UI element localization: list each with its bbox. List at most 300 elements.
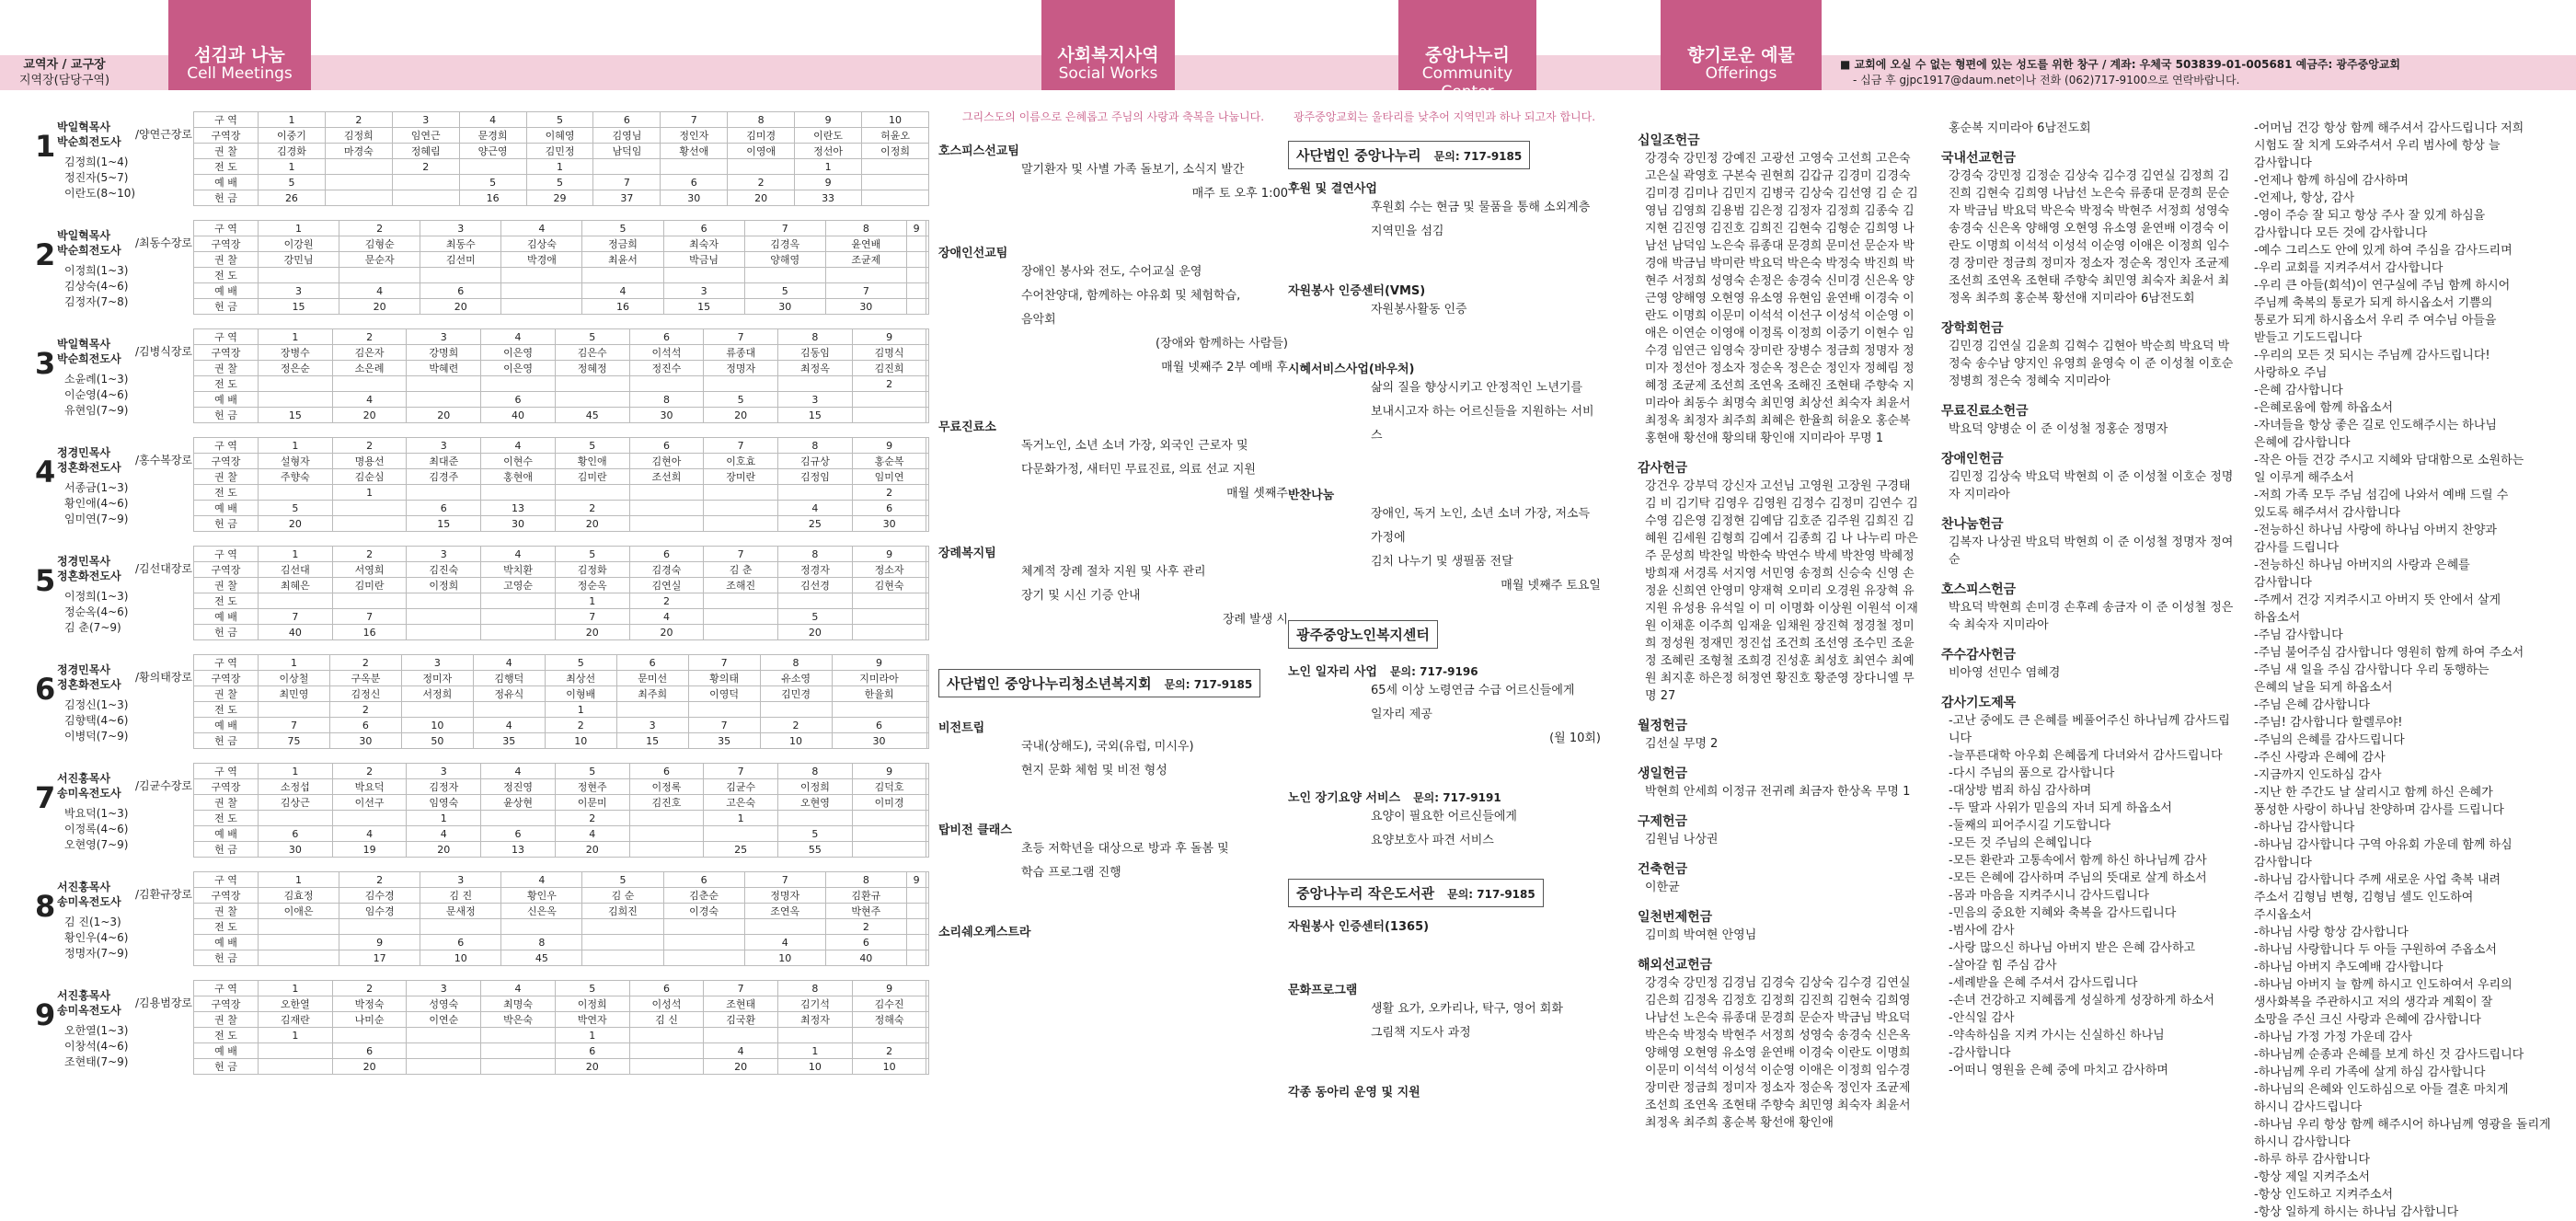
cell-value: 소은례	[332, 361, 407, 376]
cell-value: 10	[420, 950, 501, 966]
row-label: 전 도	[194, 593, 259, 609]
row-label: 전 도	[194, 159, 259, 175]
cell-table-row	[194, 190, 929, 206]
row-label: 구 역	[194, 547, 259, 562]
cell-value	[629, 826, 704, 842]
cell-table-row	[194, 609, 929, 625]
cell-value: 임연근	[392, 128, 459, 144]
cell-value: 20	[339, 299, 420, 315]
cell-value: 박현주	[825, 904, 906, 919]
cell-value	[325, 175, 392, 190]
cell-value	[407, 625, 481, 640]
cell-value: 5	[526, 112, 593, 128]
cell-table-row	[194, 501, 929, 516]
cell-value: 16	[582, 299, 663, 315]
cell-value: 김정희	[325, 128, 392, 144]
cell-value	[407, 376, 481, 392]
row-label: 권 찰	[194, 469, 259, 485]
cell-value: 7	[688, 718, 760, 733]
cell-value: 주향숙	[259, 469, 333, 485]
cell-value: 김경화	[259, 144, 326, 159]
cell-value: 6	[629, 547, 704, 562]
cell-value: 16	[459, 190, 526, 206]
cell-value: 3	[407, 438, 481, 454]
cell-value: 1	[555, 593, 629, 609]
cell-value: 서정희	[401, 686, 473, 702]
cell-value: 최대준	[407, 454, 481, 469]
cell-value	[832, 702, 926, 718]
cell-group	[0, 760, 973, 867]
cell-value: 6	[481, 392, 556, 408]
group-number: 1	[35, 129, 56, 164]
cell-value	[906, 283, 926, 299]
service-line: 국내(상해도), 국외(유럽, 미시우)	[1021, 740, 1194, 754]
cell-value: 최명숙	[481, 996, 556, 1012]
cell-value	[629, 1059, 704, 1075]
cell-value	[926, 1028, 929, 1043]
service-title	[1288, 1082, 1601, 1100]
cell-value	[862, 190, 929, 206]
row-label: 전 도	[194, 485, 259, 501]
cell-value	[407, 1028, 481, 1043]
cell-value: 15	[407, 516, 481, 532]
cell-value	[481, 485, 556, 501]
service-block	[1288, 662, 1601, 751]
cell-value: 20	[704, 1059, 778, 1075]
group-number: 7	[35, 780, 56, 815]
cell-value	[852, 392, 926, 408]
group-elder: /김선대장로	[135, 562, 193, 575]
cell-value: 8	[760, 655, 832, 671]
cell-value: 8	[778, 981, 853, 996]
cell-value: 이정록	[629, 779, 704, 795]
row-label: 예 배	[194, 609, 259, 625]
service-line: 장례 발생 시	[1222, 613, 1288, 627]
cell-value	[259, 919, 339, 935]
cell-value: 김현아	[629, 454, 704, 469]
group-area-leaders: 박요덕(1~3) 이정록(4~6) 오현영(7~9)	[64, 807, 129, 851]
cell-value: 이강원	[259, 236, 339, 252]
cell-value: 13	[481, 842, 556, 858]
service-title-text: 노인 일자리 사업	[1288, 665, 1377, 679]
cell-value: 6	[629, 764, 704, 779]
cell-value: 4	[481, 764, 556, 779]
cell-value: 1	[259, 764, 333, 779]
cell-value: 9	[852, 547, 926, 562]
cell-value: 35	[473, 733, 545, 749]
cell-value: 2	[852, 485, 926, 501]
cell-value: 8	[778, 329, 853, 345]
service-line: 65세 이상 노령연금 수급 어르신들에게	[1371, 684, 1575, 697]
group-pastor-names: 정경민목사 정혼화전도사	[57, 555, 121, 582]
service-block	[938, 669, 1288, 697]
cell-value: 김민정	[526, 144, 593, 159]
cell-value	[906, 236, 926, 252]
cell-value: 김행덕	[473, 671, 545, 686]
cell-table-row	[194, 516, 929, 532]
social-works	[938, 109, 1288, 939]
cell-value: 정소자	[852, 562, 926, 578]
cell-value	[704, 826, 778, 842]
cell-table-row	[194, 872, 929, 888]
cell-value: 30	[744, 299, 825, 315]
cell-value: 5	[555, 438, 629, 454]
cell-value: 4	[339, 283, 420, 299]
service-block	[1288, 1082, 1601, 1100]
cell-value: 김정화	[555, 562, 629, 578]
service-block	[938, 417, 1288, 506]
cell-table-row	[194, 578, 929, 593]
cell-value: 15	[616, 733, 688, 749]
group-pastor-names: 서진홍목사 송미옥전도사	[57, 989, 121, 1017]
cell-value	[926, 454, 929, 469]
service-line: 매월 셋째주	[1226, 487, 1288, 501]
cell-value	[325, 190, 392, 206]
cell-value	[663, 268, 744, 283]
cell-value: 3	[420, 221, 501, 236]
cell-value: 1	[778, 1043, 853, 1059]
cell-value	[825, 268, 906, 283]
cell-value: 30	[259, 842, 333, 858]
group-area-leaders: 김 진(1~3) 황인우(4~6) 정명자(7~9)	[64, 916, 129, 960]
cell-value: 7	[259, 609, 333, 625]
cell-value: 1	[259, 655, 330, 671]
cell-value	[629, 516, 704, 532]
header-note-line2: - 십금 후 gjpc1917@daum.net이나 전화 (062)717-9100으로 연락바랍니다.	[1853, 74, 2240, 86]
cell-value	[926, 516, 929, 532]
group-pastor-names: 서진홍목사 송미옥전도사	[57, 772, 121, 800]
cell-value: 5	[704, 392, 778, 408]
cell-value: 이형배	[545, 686, 616, 702]
cell-value: 7	[704, 764, 778, 779]
offering-names: 김민정 김상숙 박요덕 박현희 이 준 이성철 이호순 정명자 지미라아	[1949, 470, 2234, 501]
offering-names: 김복자 나상권 박요덕 박현희 이 준 이성철 정명자 정여순	[1949, 536, 2234, 567]
cell-value: 김 춘	[704, 562, 778, 578]
row-label: 전 도	[194, 702, 259, 718]
cell-value: 5	[582, 221, 663, 236]
cell-value: 1	[259, 981, 333, 996]
cell-value: 박금님	[663, 252, 744, 268]
cell-value: 35	[688, 733, 760, 749]
cell-value	[259, 811, 333, 826]
service-title	[1288, 879, 1544, 907]
service-block	[1288, 879, 1601, 907]
cell-value: 김연실	[629, 578, 704, 593]
cell-value: 20	[420, 299, 501, 315]
cell-value: 오현영	[778, 795, 853, 811]
cell-value	[259, 1059, 333, 1075]
cell-value	[325, 159, 392, 175]
tab-community-center-en: Community Center	[1421, 64, 1513, 101]
row-label: 권 찰	[194, 578, 259, 593]
tab-cell-meetings	[168, 0, 311, 90]
cell-value: 이연순	[407, 1012, 481, 1028]
cell-value: 3	[401, 655, 473, 671]
cell-value: 지미라아	[832, 671, 926, 686]
cell-value: 1	[526, 159, 593, 175]
group-pastor	[57, 771, 195, 801]
cell-value	[332, 811, 407, 826]
cell-value	[926, 1043, 929, 1059]
cell-table-row	[194, 144, 929, 159]
service-title-text: 사단법인 중앙나누리청소년복지회	[947, 675, 1152, 692]
group-number: 9	[35, 997, 56, 1032]
cell-table-row	[194, 904, 929, 919]
cell-value: 30	[629, 408, 704, 423]
cell-value: 1	[704, 811, 778, 826]
cell-value: 김춘순	[663, 888, 744, 904]
cell-value: 김은수	[555, 345, 629, 361]
cell-table	[193, 980, 929, 1075]
cell-value	[852, 408, 926, 423]
service-title-text: 문화프로그램	[1288, 984, 1358, 997]
cell-value	[926, 376, 929, 392]
cell-value	[926, 764, 929, 779]
cell-value: 9	[852, 329, 926, 345]
service-title	[938, 141, 1288, 158]
service-block	[938, 718, 1288, 783]
cell-value	[852, 593, 926, 609]
cell-value	[852, 811, 926, 826]
cell-value: 7	[704, 329, 778, 345]
row-label: 구 역	[194, 655, 259, 671]
cell-value: 김국환	[704, 1012, 778, 1028]
cell-value: 최주희	[616, 686, 688, 702]
cell-value	[688, 702, 760, 718]
offering-names: 박요덕 박현희 손미경 손후례 송금자 이 준 이성철 정은숙 최숙자 지미라아	[1949, 601, 2234, 632]
cell-value	[332, 376, 407, 392]
cell-value: 조균제	[825, 252, 906, 268]
cell-value: 김상근	[259, 795, 333, 811]
cell-value: 김미란	[555, 469, 629, 485]
service-title-text: 시혜서비스사업(바우처)	[1288, 363, 1415, 376]
group-number: 4	[35, 455, 56, 490]
cell-value	[926, 547, 929, 562]
cell-value	[906, 904, 926, 919]
service-title-text: 자원봉사 인증센터(VMS)	[1288, 284, 1426, 298]
cell-value: 4	[481, 438, 556, 454]
cell-value: 20	[555, 625, 629, 640]
cell-value: 5	[526, 175, 593, 190]
service-line: 수어찬양대, 함께하는 야유회 및 체험학습,	[1021, 289, 1241, 303]
cell-table-row	[194, 345, 929, 361]
cell-value: 김균수	[704, 779, 778, 795]
row-label: 헌 금	[194, 733, 259, 749]
cell-value: 20	[555, 1059, 629, 1075]
cell-value: 6	[832, 718, 926, 733]
row-label: 구역장	[194, 345, 259, 361]
group-pastor-names: 정경민목사 정혼화전도사	[57, 446, 121, 474]
cell-group	[0, 543, 973, 650]
cell-value: 2	[332, 764, 407, 779]
cell-table-row	[194, 718, 929, 733]
row-label: 예 배	[194, 175, 259, 190]
cell-value	[926, 919, 929, 935]
cell-value: 이정희	[407, 578, 481, 593]
service-block	[1288, 980, 1601, 1045]
cell-value: 7	[744, 221, 825, 236]
cell-value	[259, 376, 333, 392]
group-number: 2	[35, 237, 56, 272]
cell-value: 김경주	[407, 469, 481, 485]
cell-value: 30	[661, 190, 728, 206]
cell-value: 25	[778, 516, 853, 532]
cell-table-row	[194, 283, 929, 299]
cell-value: 5	[259, 175, 326, 190]
cell-value: 6	[663, 221, 744, 236]
group-pastor-names: 서진홍목사 송미옥전도사	[57, 881, 121, 908]
cell-value	[481, 625, 556, 640]
row-label: 헌 금	[194, 408, 259, 423]
cell-value: 4	[481, 547, 556, 562]
service-line: 일자리 제공	[1371, 708, 1432, 721]
service-line: 현지 문화 체험 및 비전 형성	[1021, 764, 1167, 778]
cell-value: 김미란	[332, 578, 407, 593]
cell-value: 김미경	[728, 128, 795, 144]
cell-table	[193, 437, 929, 532]
offering-title: 무료진료소헌금	[1941, 404, 2029, 419]
cell-value: 2	[760, 718, 832, 733]
cell-value: 1	[259, 1028, 333, 1043]
cell-table-row	[194, 842, 929, 858]
cell-table-row	[194, 547, 929, 562]
cell-value: 6	[629, 981, 704, 996]
cell-value: 20	[555, 516, 629, 532]
row-label: 예 배	[194, 1043, 259, 1059]
cell-value: 9	[906, 221, 926, 236]
service-block	[938, 922, 1288, 939]
cell-value	[420, 268, 501, 283]
cell-value	[926, 826, 929, 842]
cell-value	[332, 501, 407, 516]
tab-social-works-en: Social Works	[1058, 64, 1158, 83]
group-area-leaders: 김정신(1~3) 김향택(4~6) 이병덕(7~9)	[64, 698, 129, 743]
cell-value	[407, 485, 481, 501]
cell-group	[0, 977, 973, 1084]
cell-value: 이석석	[629, 345, 704, 361]
service-title	[938, 543, 1288, 560]
cell-value	[926, 625, 929, 640]
cell-value	[926, 702, 928, 718]
cell-value	[259, 702, 330, 718]
cell-value: 20	[728, 190, 795, 206]
offering-title: 국내선교헌금	[1941, 151, 2017, 166]
cell-value	[704, 485, 778, 501]
cell-value: 소정섭	[259, 779, 333, 795]
cell-value	[555, 485, 629, 501]
cell-table-row	[194, 655, 929, 671]
cell-value: 1	[545, 702, 616, 718]
cell-value	[926, 655, 928, 671]
cell-value	[704, 501, 778, 516]
cell-table-row	[194, 112, 929, 128]
row-label: 전 도	[194, 919, 259, 935]
group-elder: /김균수장로	[135, 779, 193, 792]
service-title	[938, 243, 1288, 260]
cell-value: 1	[332, 485, 407, 501]
cell-value	[926, 438, 929, 454]
cell-value: 29	[526, 190, 593, 206]
cell-value	[926, 501, 929, 516]
cell-value: 9	[795, 112, 862, 128]
row-label: 헌 금	[194, 1059, 259, 1075]
cell-value: 김 순	[582, 888, 663, 904]
cell-value: 2	[332, 438, 407, 454]
service-title	[1288, 916, 1601, 934]
cell-value: 김정신	[329, 686, 401, 702]
cell-value: 박정숙	[332, 996, 407, 1012]
cell-value: 7	[704, 981, 778, 996]
cell-value: 8	[825, 872, 906, 888]
cell-value	[926, 392, 929, 408]
cell-value: 정현주	[555, 779, 629, 795]
service-line: 음악회	[1021, 313, 1056, 327]
row-label: 전 도	[194, 268, 259, 283]
cell-table-row	[194, 485, 929, 501]
cell-value: 김 신	[629, 1012, 704, 1028]
row-label: 전 도	[194, 1028, 259, 1043]
cell-value	[906, 950, 926, 966]
cell-value	[906, 268, 926, 283]
cell-value: 7	[744, 872, 825, 888]
cell-table-row	[194, 779, 929, 795]
cell-value: 홍순복	[852, 454, 926, 469]
service-title	[1288, 980, 1601, 997]
service-phone: 문의: 717-9185	[1164, 678, 1253, 691]
cell-value: 나미순	[332, 1012, 407, 1028]
cell-value: 1	[259, 221, 339, 236]
cell-value	[481, 1028, 556, 1043]
service-block	[1288, 788, 1601, 853]
cell-value: 75	[259, 733, 330, 749]
cell-table-row	[194, 438, 929, 454]
cell-value	[407, 593, 481, 609]
cell-value: 6	[555, 1043, 629, 1059]
cell-value: 19	[332, 842, 407, 858]
cell-value	[926, 609, 929, 625]
cell-table-row	[194, 175, 929, 190]
cell-value: 20	[259, 516, 333, 532]
offerings-col1	[1638, 120, 1923, 1132]
group-pastor-names: 박일혁목사 박순희전도사	[57, 229, 121, 257]
service-title-text: 광주중앙노인복지센터	[1296, 627, 1430, 643]
cell-value: 4	[778, 501, 853, 516]
cell-value	[582, 935, 663, 950]
offering-names: 강경숙 강민정 김정순 김상숙 김수경 김연실 김정희 김진희 김현숙 김희영 나남선 노은숙 류종대 문경희 문순자 박금님 박요덕 박은숙 박정숙 박현주 서정희 성영숙 송경숙 신은옥 양해영 오현영 유소영 윤연배 이경숙 이란도 이명희 이석석 이성석 이순영 이애은 이정희 임수경 장미란 정금희 정미자 정소자 정순옥 정인자 조균제 조선희 조연옥 조현태 주향숙 최민영 최숙자 최윤서 최정옥 최주희 홍순복 황선애 지미라아 6남전도회	[1949, 169, 2230, 305]
group-elder: /김환규장로	[135, 888, 193, 901]
cell-value	[906, 919, 926, 935]
cell-value: 서영희	[332, 562, 407, 578]
cell-table-row	[194, 826, 929, 842]
cell-table-row	[194, 128, 929, 144]
group-area-leaders: 김정희(1~4) 정진자(5~7) 이란도(8~10)	[64, 156, 136, 200]
cell-value	[926, 469, 929, 485]
service-block	[1288, 620, 1601, 649]
group-pastor-names: 박일혁목사 박순희전도사	[57, 338, 121, 365]
cell-value: 8	[778, 438, 853, 454]
cell-value	[926, 283, 929, 299]
cell-value: 김재란	[259, 1012, 333, 1028]
cell-value: 2	[332, 329, 407, 345]
cell-value: 3	[407, 547, 481, 562]
cell-value: 유소영	[760, 671, 832, 686]
cell-value: 7	[825, 283, 906, 299]
cell-value: 황선애	[661, 144, 728, 159]
cell-value	[555, 376, 629, 392]
cell-table	[193, 546, 929, 640]
group-pastor	[57, 228, 195, 258]
cell-value: 이정희	[862, 144, 929, 159]
